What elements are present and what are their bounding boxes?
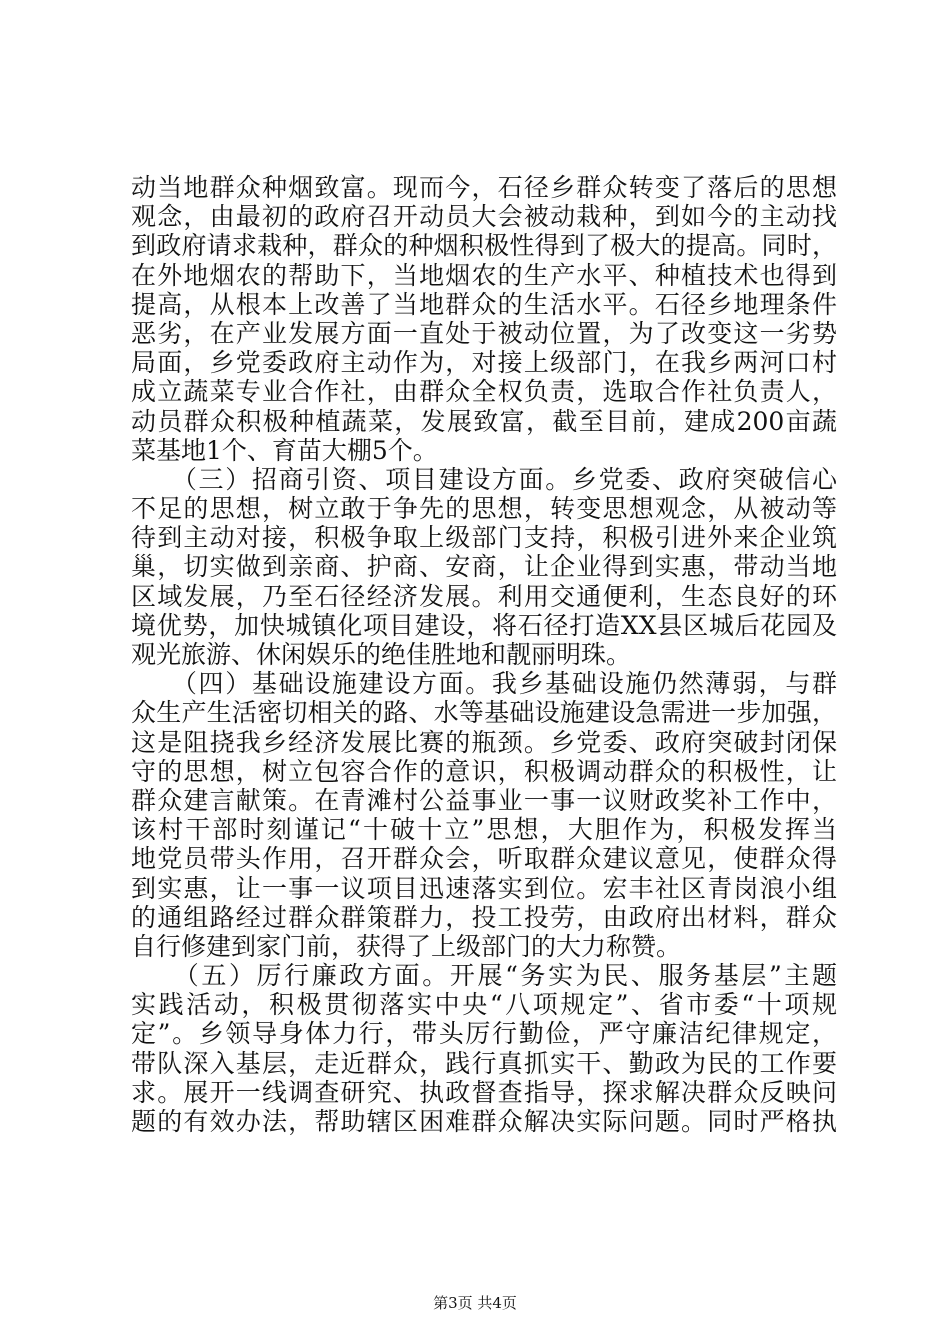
text-line: 题的有效办法，帮助辖区困难群众解决实际问题。同时严格执 [131, 1107, 837, 1136]
text-line: 局面，乡党委政府主动作为，对接上级部门，在我乡两河口村 [131, 348, 837, 378]
text-line: 到政府请求栽种，群众的种烟积极性得到了极大的提高。同时， [131, 231, 837, 261]
text-line: 成立蔬菜专业合作社，由群众全权负责，选取合作社负责人， [131, 377, 837, 407]
text-line: 区域发展，乃至石径经济发展。利用交通便利，生态良好的环 [131, 581, 837, 611]
text-line: 动员群众积极种植蔬菜，发展致富，截至目前，建成200亩蔬 [131, 406, 837, 436]
text-line: 巢，切实做到亲商、护商、安商，让企业得到实惠，带动当地 [131, 552, 837, 582]
text-line: 众生产生活密切相关的路、水等基础设施建设急需进一步加强， [131, 698, 837, 728]
text-line: 的通组路经过群众群策群力，投工投劳，由政府出材料，群众 [131, 902, 837, 932]
text-line: 境优势，加快城镇化项目建设，将石径打造XX县区城后花园及 [131, 610, 837, 640]
text-line: （五）厉行廉政方面。开展“务实为民、服务基层”主题 [131, 961, 837, 991]
text-line: （三）招商引资、项目建设方面。乡党委、政府突破信心 [131, 464, 837, 494]
text-line: 地党员带头作用，召开群众会，听取群众建议意见，使群众得 [131, 844, 837, 874]
text-line: （四）基础设施建设方面。我乡基础设施仍然薄弱，与群 [131, 669, 837, 699]
text-line: 到实惠，让一事一议项目迅速落实到位。宏丰社区青岗浪小组 [131, 873, 837, 903]
text-line: 观光旅游、休闲娱乐的绝佳胜地和靓丽明珠。 [131, 640, 632, 669]
text-line: 自行修建到家门前，获得了上级部门的大力称赞。 [131, 931, 682, 961]
page-footer: 第3页 共4页 [433, 1294, 517, 1312]
body-text [131, 173, 837, 1136]
text-line: 不足的思想，树立敢于争先的思想，转变思想观念，从被动等 [131, 494, 837, 524]
text-line: 提高，从根本上改善了当地群众的生活水平。石径乡地理条件 [131, 289, 837, 319]
text-line: 动当地群众种烟致富。现而今，石径乡群众转变了落后的思想 [131, 173, 837, 202]
text-line: 恶劣，在产业发展方面一直处于被动位置，为了改变这一劣势 [131, 318, 837, 348]
text-line: 该村干部时刻谨记“十破十立”思想，大胆作为，积极发挥当 [131, 815, 837, 845]
text-line: 守的思想，树立包容合作的意识，积极调动群众的积极性，让 [131, 756, 837, 786]
text-line: 求。展开一线调查研究、执政督查指导，探求解决群众反映问 [131, 1077, 837, 1107]
text-line: 实践活动，积极贯彻落实中央“八项规定”、省市委“十项规 [131, 990, 837, 1020]
text-line: 观念，由最初的政府召开动员大会被动栽种，到如今的主动找 [131, 202, 837, 232]
text-line: 带队深入基层，走近群众，践行真抓实干、勤政为民的工作要 [131, 1048, 837, 1078]
text-line: 群众建言献策。在青滩村公益事业一事一议财政奖补工作中， [131, 785, 837, 815]
text-line: 菜基地1个、育苗大棚5个。 [131, 435, 438, 465]
text-line: 在外地烟农的帮助下，当地烟农的生产水平、种植技术也得到 [131, 260, 837, 290]
text-line: 待到主动对接，积极争取上级部门支持，积极引进外来企业筑 [131, 523, 837, 553]
text-line: 这是阻挠我乡经济发展比赛的瓶颈。乡党委、政府突破封闭保 [131, 727, 837, 757]
text-line: 定”。乡领导身体力行，带头厉行勤俭，严守廉洁纪律规定， [131, 1019, 837, 1049]
